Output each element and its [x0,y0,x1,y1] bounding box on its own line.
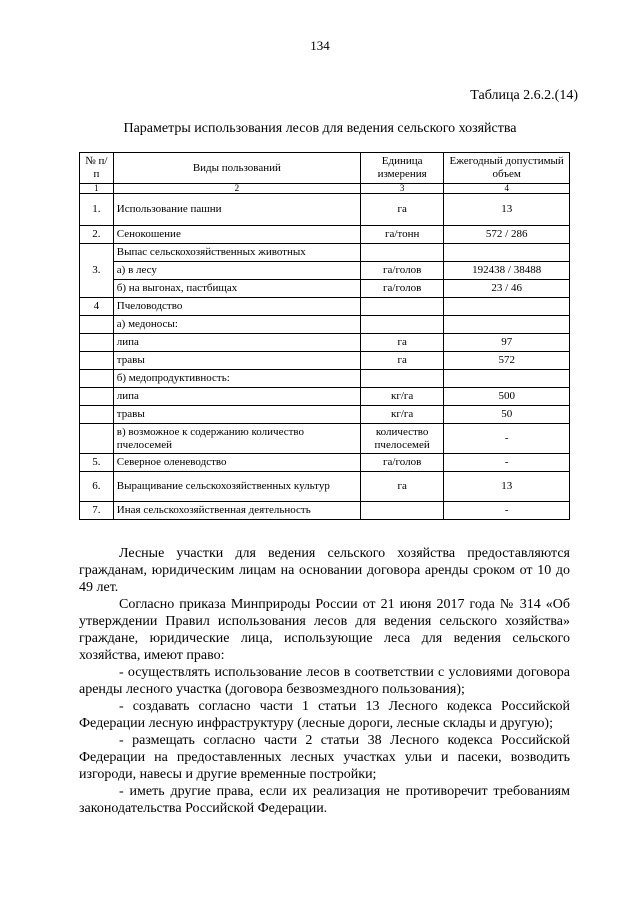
table-row [80,388,570,406]
row-volume: 13 [444,472,570,502]
column-index: 4 [444,184,570,194]
row-kind: липа [113,388,360,406]
header-volume: Ежегодный допустимый объем [444,153,570,184]
table-caption: Таблица 2.6.2.(14) [470,88,578,103]
row-kind: в) возможное к содержанию количество пчелосемей [113,424,360,454]
page-number: 134 [310,38,330,53]
row-kind: Иная сельскохозяйственная деятельность [113,502,360,520]
table-row [80,244,570,262]
row-volume: 13 [444,194,570,226]
row-volume: 192438 / 38488 [444,262,570,280]
row-volume: - [444,502,570,520]
row-num: 6. [80,472,114,502]
row-volume [444,316,570,334]
row-unit: га [360,334,443,352]
column-index-row [80,184,570,194]
row-unit: га [360,472,443,502]
row-num [80,334,114,352]
paragraph: - создавать согласно части 1 статьи 13 Лесного кодекса Российской Федерации лесную инфраструктуру (лесные дороги, лесные склады и другую); [79,699,570,731]
paragraph: - осуществлять использование лесов в соответствии с условиями договора аренды лесного участка (договора безвозмездного пользования); [79,665,570,697]
row-num [80,316,114,334]
paragraph: - иметь другие права, если их реализация не противоречит требованиям законодательства Российской Федерации. [79,784,570,816]
table-row [80,370,570,388]
row-volume: 50 [444,406,570,424]
header-unit: Единица измерения [360,153,443,184]
forest-use-parameters-table [79,152,570,520]
row-volume: 572 [444,352,570,370]
row-num: 2. [80,226,114,244]
row-unit: га/тонн [360,226,443,244]
row-kind: Северное оленеводство [113,454,360,472]
row-volume [444,370,570,388]
row-num [80,406,114,424]
row-volume: 97 [444,334,570,352]
row-unit: га/голов [360,262,443,280]
row-unit [360,244,443,262]
table-row [80,298,570,316]
row-unit: кг/га [360,406,443,424]
table-row [80,502,570,520]
table-row [80,334,570,352]
row-num: 4 [80,298,114,316]
table-row [80,454,570,472]
table-row [80,472,570,502]
header-num: № п/п [80,153,114,184]
row-kind: б) на выгонах, пастбищах [113,280,360,298]
table-row [80,424,570,454]
paragraph: - размещать согласно части 2 статьи 38 Лесного кодекса Российской Федерации на предоставленных лесных участках ульи и пасеки, возводить изгороди, навесы и другие временные постройки; [79,733,570,782]
row-num: 5. [80,454,114,472]
table-title: Параметры использования лесов для ведения сельского хозяйства [123,121,517,136]
row-num [80,388,114,406]
body-text [79,545,570,817]
table-row [80,280,570,298]
column-index: 1 [80,184,114,194]
header-kind: Виды пользований [113,153,360,184]
row-unit: га [360,194,443,226]
column-index: 3 [360,184,443,194]
row-kind: Выпас сельскохозяйственных животных [113,244,360,262]
row-num [80,352,114,370]
row-num: 3. [80,244,114,298]
row-kind: травы [113,406,360,424]
row-volume: 572 / 286 [444,226,570,244]
row-kind: Сенокошение [113,226,360,244]
row-kind: Использование пашни [113,194,360,226]
row-volume [444,244,570,262]
row-volume: 500 [444,388,570,406]
row-num [80,370,114,388]
row-unit: га/голов [360,280,443,298]
column-index: 2 [113,184,360,194]
row-unit [360,502,443,520]
row-unit: га/голов [360,454,443,472]
row-unit: га [360,352,443,370]
row-kind: Выращивание сельскохозяйственных культур [113,472,360,502]
row-num: 7. [80,502,114,520]
table-row [80,316,570,334]
row-kind: травы [113,352,360,370]
row-unit: количество пчелосемей [360,424,443,454]
row-kind: а) в лесу [113,262,360,280]
row-kind: б) медопродуктивность: [113,370,360,388]
table-row [80,194,570,226]
table-row [80,262,570,280]
paragraph: Согласно приказа Минприроды России от 21 июня 2017 года № 314 «Об утверждении Правил использования лесов для ведения сельского хозяйства» граждане, юридические лица, использующие леса для ведения сельского хозяйства, имеют право: [79,597,570,663]
row-kind: Пчеловодство [113,298,360,316]
row-kind: липа [113,334,360,352]
row-unit [360,370,443,388]
row-unit: кг/га [360,388,443,406]
row-volume [444,298,570,316]
table-header-row [80,153,570,184]
row-volume: - [444,454,570,472]
row-volume: - [444,424,570,454]
row-unit [360,298,443,316]
row-num [80,424,114,454]
table-row [80,226,570,244]
row-num: 1. [80,194,114,226]
row-unit [360,316,443,334]
table-row [80,352,570,370]
row-volume: 23 / 46 [444,280,570,298]
row-kind: а) медоносы: [113,316,360,334]
table-row [80,406,570,424]
paragraph: Лесные участки для ведения сельского хозяйства предоставляются гражданам, юридическим лицам на основании договора аренды сроком от 10 до 49 лет. [79,546,570,595]
